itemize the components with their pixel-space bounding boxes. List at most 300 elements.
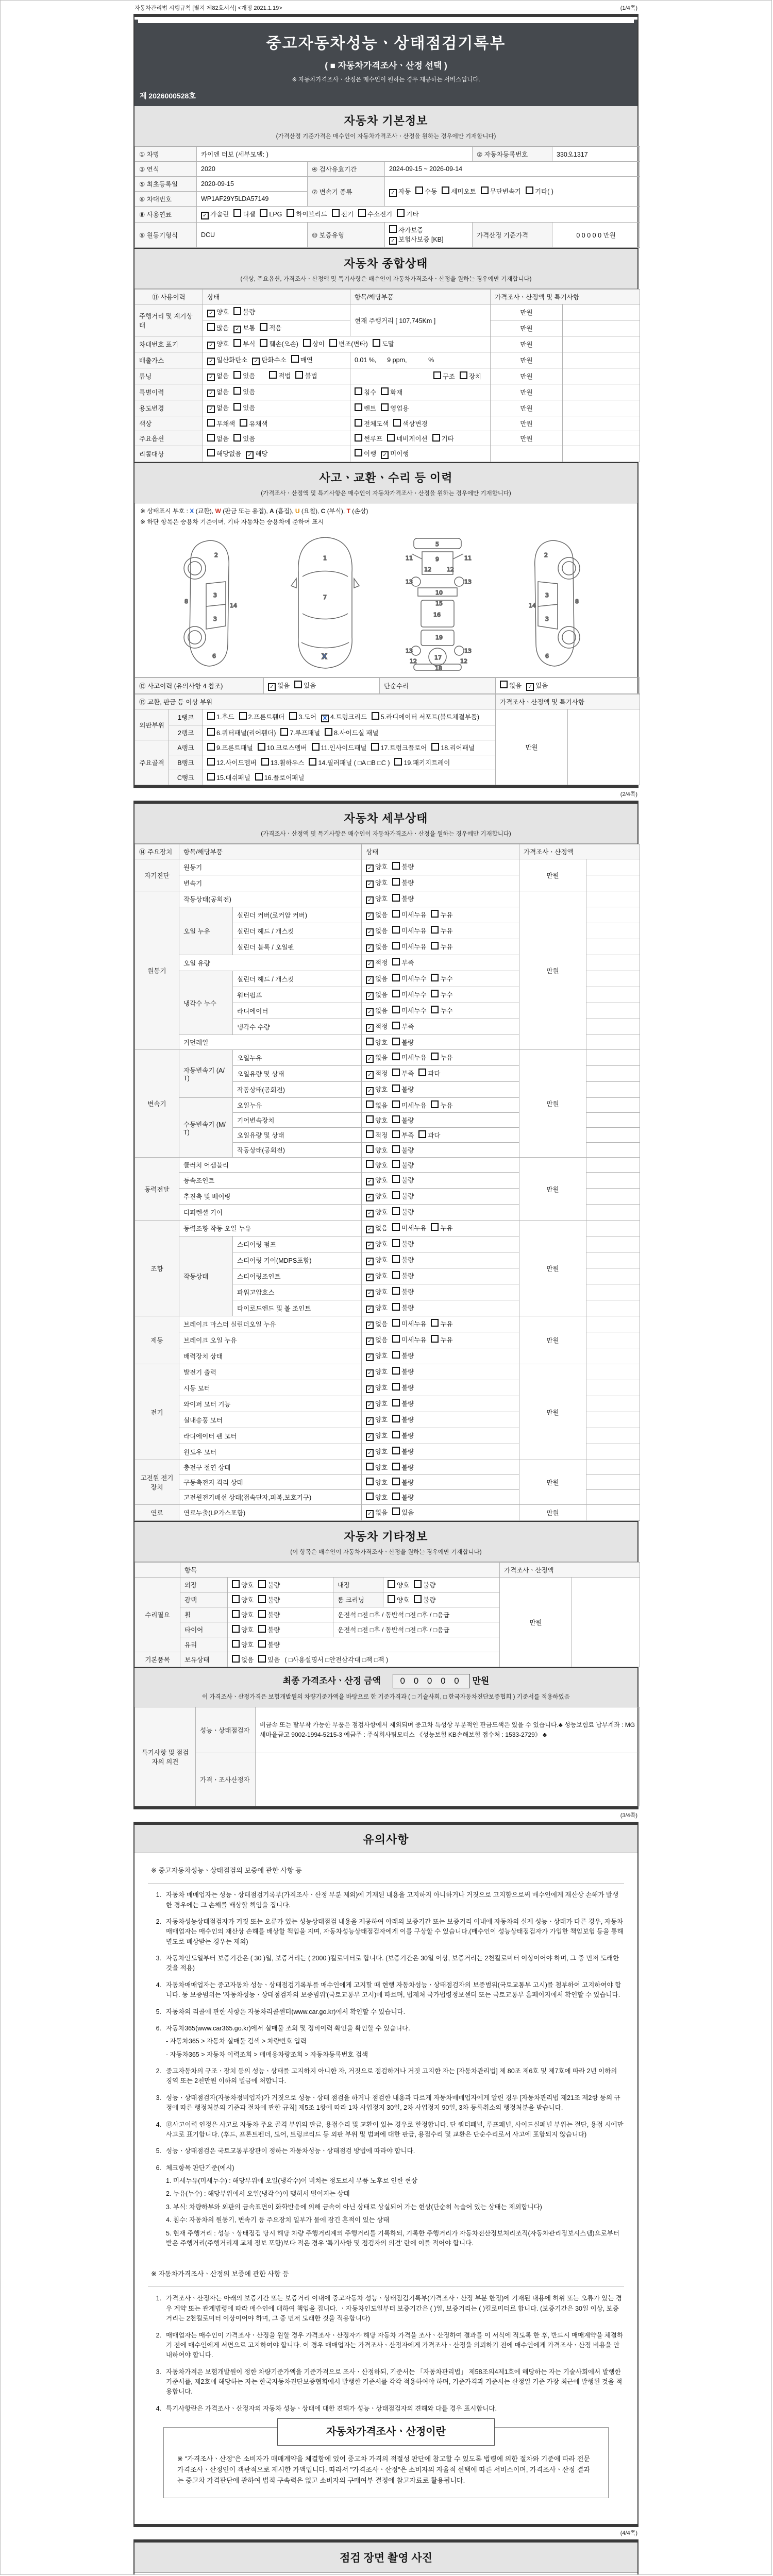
row-item: 오일누유: [233, 1050, 362, 1066]
row-status: ✓ 양호 불량: [362, 1082, 519, 1098]
etc-note-cell: [572, 1578, 640, 1667]
svg-text:6: 6: [212, 653, 216, 659]
warranty-options: 자가보증✓ 보험사보증 [KB]: [385, 223, 473, 248]
photos-title: 점검 장면 촬영 사진: [135, 2543, 637, 2573]
row-note: [586, 1019, 640, 1035]
usage-change-note: [563, 400, 640, 416]
note-item: [148, 1890, 624, 1910]
vin-mark-options: ✓ 양호 부식 훼손(오손) 상이 변조(변타) 도말: [203, 336, 491, 352]
polish-label: 광택: [180, 1592, 228, 1607]
tuning-note: [563, 368, 640, 384]
final-price-label: 최종 가격조사ㆍ산정 금액: [282, 1676, 381, 1686]
note-number: 3.: [156, 2368, 161, 2376]
note-text: 자동차인도일부터 보증기간은 ( 30 )일, 보증거리는 ( 2000 )킬로미터로 합니다. (보증기간은 30일 이상, 보증거리는 2천킬로미터 이상이어야 하며, 그 중 먼저 도래한 것을 적용): [166, 1955, 619, 1972]
note-item: [148, 2367, 624, 2397]
price-definition-box: [163, 2427, 609, 2498]
vin-value: WP1AF29Y5LDA57149: [197, 192, 308, 207]
page-3: [133, 1822, 638, 2527]
note-text: 자동차 매매업자는 성능ㆍ상태점검기록부(가격조사ㆍ산정 부분 제외)에 기재된 내용을 고지하지 아니하거나 거짓으로 고지함으로써 매수인에게 재산상 손해가 발생한 경우에는 그 손해를 배상할 책임을 집니다.: [166, 1891, 619, 1909]
page-number-4: (4/4쪽): [620, 2530, 637, 2536]
room-cleaning-options: 양호 불량: [383, 1592, 500, 1607]
year-value: 2020: [197, 162, 308, 177]
exchange-table: [135, 694, 640, 785]
repair-needed-label: 수리필요: [135, 1578, 180, 1652]
row-item: 충전구 절연 상태: [179, 1460, 362, 1475]
vin-mark-label: 차대번호 표기: [135, 336, 203, 352]
row-status: ✓ 양호 불량: [362, 1380, 519, 1396]
group-steering: 조향: [135, 1221, 179, 1316]
price-definition-title: 자동차가격조사ㆍ산정이란: [277, 2418, 495, 2446]
row-status: ✓ 없음 미세누유 누유: [362, 939, 519, 955]
code-t: T: [346, 507, 350, 515]
note-number: 2.: [156, 1918, 161, 1925]
row-item: 오일누유: [233, 1098, 362, 1113]
row-note: [586, 1066, 640, 1082]
accident-header: [135, 462, 637, 503]
etc-header: [135, 1521, 637, 1562]
note-text: 성능ㆍ상태점검자(자동차정비업자)가 거짓으로 성능ㆍ상태 점검을 하거나 점검한 내용과 다르게 자동차매매업자에게 알린 경우 [자동차관리법 제21조 제2항 등의 규정에 따른 행정처분의 기준과 절차에 관한 규칙] 제5조 1항에 따라 1차 사업정지 30일, 2차 사업정지 90일, 3차 등록취소의 행정처분을 받습니다.: [166, 2094, 620, 2112]
main-frame-label: 주요골격: [135, 740, 169, 785]
row-note: [586, 1035, 640, 1050]
emission-label: 배출가스: [135, 352, 203, 368]
row-item: 오일유량 및 상태: [233, 1128, 362, 1143]
svg-text:18: 18: [435, 665, 442, 671]
engine-type-label: ⑨ 원동기형식: [135, 223, 197, 248]
row-status: 양호 불량: [362, 1490, 519, 1505]
exchange-label: ⑬ 교환, 판금 등 이상 부위: [135, 694, 496, 709]
row-status: ✓ 양호 불량: [362, 1236, 519, 1252]
note-text: 가격조사ㆍ산정자는 아래의 보증기간 또는 보증거리 이내에 중고자동차 성능ㆍ상태점검기록부(가격조사ㆍ산정 부분 한정)에 기재된 내용에 허위 또는 오류가 있는 경우 계약 또는 관계법령에 따라 매수인에 대하여 책임을 집니다. ㆍ자동차인도일부터 보증기간은 ( )일, 보증거리는 ( )킬로미터로 합니다. (보증기간은 30일 이상, 보증거리는 2천킬로미터 이상이어야 하며, 그 중 먼저 도래한 것을 적용합니다): [166, 2295, 622, 2323]
svg-text:9: 9: [435, 556, 439, 563]
recall-fulfill-options: 이행 ✓ 미이행: [350, 446, 491, 462]
rank2-label: 2랭크: [169, 725, 203, 740]
wheel-options: 양호 불량: [228, 1607, 333, 1622]
hold-state-options: [228, 1652, 500, 1667]
row-item: 시동 모터: [179, 1380, 362, 1396]
row-item: 변속기: [179, 875, 362, 891]
special-history-price: 만원: [491, 384, 563, 400]
row-note: [586, 1268, 640, 1284]
row-status: ✓ 양호 불량: [362, 1205, 519, 1221]
rankB-label: B랭크: [169, 755, 203, 770]
row-note: [586, 923, 640, 939]
sub-mt: 수동변속기 (M/T): [179, 1098, 233, 1158]
row-note: [586, 1364, 640, 1380]
glass-options: 양호 불량: [228, 1637, 500, 1652]
row-item: 스티어링 기어(MDPS포함): [233, 1252, 362, 1268]
row-item: 추진축 및 베어링: [179, 1189, 362, 1205]
mileage-amount-options: 많음 ✓ 보통 적음: [203, 320, 350, 336]
group-powertrain: 동력전달: [135, 1158, 179, 1221]
accident-history-options: ✓ 없음 있음: [264, 678, 380, 694]
main-options-note: [563, 431, 640, 446]
row-note: [586, 1444, 640, 1460]
mileage-price-2: 만원: [491, 320, 563, 336]
code-u-desc: (요철),: [299, 507, 321, 515]
note-item: [148, 2294, 624, 2324]
col-state: 상태: [203, 290, 350, 304]
svg-text:3: 3: [213, 616, 217, 622]
row-item: 클러치 어셈블리: [179, 1158, 362, 1173]
tire-positions: 운전석 □전 □후 / 동반석 □전 □후 / □응급: [333, 1622, 500, 1637]
note-number: 6.: [156, 2024, 161, 2032]
svg-text:7: 7: [323, 594, 327, 601]
row-item: 기어변속장치: [233, 1113, 362, 1128]
row-item: 실린더 헤드 / 개스킷: [233, 923, 362, 939]
group-brake: 제동: [135, 1316, 179, 1364]
row-note: [586, 1300, 640, 1316]
final-price-value: 0 0 0 0 0: [393, 1674, 470, 1688]
group-price: 만원: [519, 1316, 586, 1364]
row-status: ✓ 양호 불량: [362, 1412, 519, 1428]
row-note: [586, 1189, 640, 1205]
basic-info-table: [135, 146, 640, 248]
detail-table: [135, 844, 640, 1521]
note-item: [148, 2163, 624, 2249]
svg-text:13: 13: [464, 648, 472, 654]
svg-text:19: 19: [435, 634, 443, 641]
vehicle-diagram: [135, 529, 637, 677]
note-text: 특기사항란은 가격조사ㆍ산정자의 자동차 성능ㆍ상태에 대한 견해가 성능ㆍ상태점검자의 견해와 다를 경우 표시합니다.: [166, 2404, 497, 2412]
page-2: [133, 801, 638, 1809]
note-number: 1.: [156, 1891, 161, 1899]
svg-text:12: 12: [424, 566, 431, 573]
row-status: ✓ 양호 불량: [362, 859, 519, 875]
row-note: [586, 1098, 640, 1113]
row-item: 파워고압호스: [233, 1284, 362, 1300]
note-number: 3.: [156, 1955, 161, 1962]
etc-col-item: 항목: [180, 1563, 500, 1578]
form-meta-line: [133, 1, 638, 14]
group-price: 만원: [519, 1221, 586, 1316]
vin-label: ⑥ 차대번호: [135, 192, 197, 207]
row-status: 양호 불량: [362, 1475, 519, 1490]
row-note: [586, 1050, 640, 1066]
basic-info-header: [135, 106, 637, 146]
special-history-label: 특별이력: [135, 384, 203, 400]
row-status: 양호 불량: [362, 1143, 519, 1158]
etc-price: 만원: [500, 1578, 572, 1667]
code-t-desc: (손상): [350, 507, 368, 515]
tire-label: 타이어: [180, 1622, 228, 1637]
row-item: 타이로드엔드 및 볼 조인트: [233, 1300, 362, 1316]
row-note: [586, 971, 640, 987]
accident-history-table: [135, 677, 640, 694]
rankA-label: A랭크: [169, 740, 203, 755]
vin-mark-note: [563, 336, 640, 352]
note-number: 2.: [156, 2067, 161, 2075]
group-price: 만원: [519, 1158, 586, 1221]
basic-items-label: 기본품목: [135, 1652, 180, 1667]
row-status: ✓ 없음 미세누수 누수: [362, 1003, 519, 1019]
col-item: 항목/해당부품: [350, 290, 491, 304]
notes-list-1: [148, 1890, 624, 2060]
rankB-items: 12.사이드멤버 13.휠하우스 14.필러패널 ( □A □B □C ) 19.패키지트레이: [203, 755, 496, 770]
row-status: ✓ 양호 불량: [362, 1284, 519, 1300]
exchange-price-header: 가격조사ㆍ산정액 및 특기사항: [496, 694, 640, 709]
row-status: ✓ 양호 불량: [362, 1444, 519, 1460]
row-note: [586, 1396, 640, 1412]
legend-prefix: ※ 상태표시 부호 :: [140, 507, 190, 515]
svg-text:17: 17: [434, 654, 442, 661]
svg-text:11: 11: [406, 555, 413, 562]
row-item: 스티어링 펌프: [233, 1236, 362, 1252]
tuning-options: [203, 368, 350, 384]
group-price: 만원: [519, 891, 586, 1050]
col-price: 가격조사ㆍ산정액 및 특기사항: [491, 290, 640, 304]
row-item: 배력장치 상태: [179, 1348, 362, 1364]
row-item: 스티어링조인트: [233, 1268, 362, 1284]
note-text: 중고자동차의 구조ㆍ장치 등의 성능ㆍ상태를 고지하지 아니한 자, 거짓으로 점검하거나 거짓 고지한 자는 [자동차관리법] 제 80조 제6호 및 제7호에 따라 2년 이하의 징역 또는 2천만원 이하의 벌금에 처합니다.: [166, 2067, 617, 2085]
row-status: 양호 불량: [362, 1035, 519, 1050]
year-label: ③ 연식: [135, 162, 197, 177]
row-note: [586, 939, 640, 955]
emission-values: 0.01 %, 9 ppm, %: [350, 352, 491, 368]
row-status: ✓ 없음 미세누수 누수: [362, 971, 519, 987]
code-w: W: [215, 507, 221, 515]
color-change-options: 전체도색 색상변경: [350, 416, 491, 431]
row-note: [586, 1332, 640, 1348]
notes-header: [135, 1825, 637, 1853]
row-status: ✓ 없음 미세누유 누유: [362, 1050, 519, 1066]
main-options-kind: 썬루프 네비게이션 기타: [350, 431, 491, 446]
wheel-label: 휠: [180, 1607, 228, 1622]
sub-oil-leak: 오일 누유: [179, 907, 233, 955]
interior-label: 내장: [333, 1578, 383, 1592]
row-status: ✓ 없음 미세누유 누유: [362, 1316, 519, 1332]
row-status: ✓ 없음 있음: [362, 1505, 519, 1521]
etc-col-blank: [135, 1563, 180, 1578]
note-number: 3.: [156, 2094, 161, 2102]
row-item: 연료누출(LP가스포함): [179, 1505, 362, 1521]
exchange-note: [568, 709, 640, 785]
etc-col-price: 가격조사ㆍ산정액: [500, 1563, 640, 1578]
detail-col-state: 상태: [362, 844, 519, 859]
main-options-exist: 없음 있음: [203, 431, 350, 446]
code-c: C: [321, 507, 326, 515]
page-1: [133, 14, 638, 788]
car-name-label: ① 차명: [135, 147, 197, 162]
mileage-label: 주행거리 및 계기상태: [135, 304, 203, 336]
svg-text:2: 2: [544, 552, 548, 558]
note-number: 4.: [156, 2121, 161, 2128]
row-status: ✓ 양호 불량: [362, 1396, 519, 1412]
transmission-options: ✓ 자동 수동 세미오토 무단변속기 기타( ): [385, 177, 640, 207]
recall-price: [491, 446, 563, 462]
svg-text:3: 3: [545, 616, 549, 622]
row-item: 오일 유량: [179, 955, 362, 971]
notes-section2-header: ※ 자동차가격조사ㆍ산정의 보증에 관한 사항 등: [148, 2262, 624, 2287]
row-note: [586, 1082, 640, 1098]
svg-text:1: 1: [323, 555, 327, 562]
code-u: U: [295, 507, 300, 515]
mileage-state-options: ✓ 양호 불량: [203, 304, 350, 320]
accident-note: (가격조사ㆍ산정액 및 특기사항은 매수인이 자동차가격조사ㆍ산정을 원하는 경우에만 기재합니다): [261, 490, 511, 497]
row-status: 없음 미세누유 누유: [362, 1098, 519, 1113]
group-selfdiag: 자기진단: [135, 859, 179, 891]
mileage-value: 현재 주행거리 [ 107,745Km ]: [350, 304, 491, 336]
special-history-kind-options: 침수 화재: [350, 384, 491, 400]
page-4: [133, 2539, 638, 2575]
note-item: [148, 2093, 624, 2113]
inspector-label: 성능ㆍ상태점검자: [196, 1707, 256, 1753]
row-note: [586, 859, 640, 875]
inspector-remarks: 비금속 또는 탈부착 가능한 부품은 점검사항에서 제외되며 중고차 특성상 부분적인 판금도색은 있을 수 있습니다.♣ 성능보험료 납부계좌 : MG새마을금고 9002-1994-5215-3 예금주 : 주식회사팀모터스 《성능보험 KB손해보험 접수처 : 1533-2729》 ♣: [256, 1707, 640, 1753]
notes-section1-header: ※ 중고자동차성능ㆍ상태점검의 보증에 관한 사항 등: [148, 1858, 624, 1884]
row-item: 동력조향 작동 오일 누유: [179, 1221, 362, 1236]
svg-text:12: 12: [447, 566, 454, 573]
row-status: ✓ 적정 부족: [362, 1019, 519, 1035]
main-options-price: 만원: [491, 431, 563, 446]
note-item: [148, 1917, 624, 1947]
row-item: 실린더 커버(로커암 커버): [233, 907, 362, 923]
row-status: ✓ 없음 미세누유 누유: [362, 907, 519, 923]
hold-options: 없음 있음: [232, 1656, 284, 1664]
tuning-price: 만원: [491, 368, 563, 384]
page-number-3: (3/4쪽): [620, 1812, 637, 1819]
row-note: [586, 907, 640, 923]
detail-header: [135, 804, 637, 844]
row-item: 원동기: [179, 859, 362, 875]
tuning-legal-options: 적법 불법: [269, 372, 322, 380]
row-note: [586, 1113, 640, 1128]
note-text: 자동차365(www.car365.go.kr)에서 실매물 조회 및 정비이력 확인을 확인할 수 있습니다. - 자동차365 > 자동차 실매물 검색 > 차량번호 입력 - 자동차365 > 자동차 이력조회 > 매매용차량조회 > 자동차등록번호 검색: [166, 2024, 410, 2058]
usage-change-options: ✓ 없음 있음: [203, 400, 350, 416]
overall-header: [135, 248, 637, 289]
fuel-label: ⑧ 사용연료: [135, 207, 197, 223]
inspection-report: [133, 1, 638, 2575]
group-price: 만원: [519, 1050, 586, 1158]
group-price: 만원: [519, 1505, 586, 1521]
interior-options: 양호 불량: [383, 1578, 500, 1592]
sub-operation: 작동상태: [179, 1236, 233, 1316]
detail-note: (가격조사ㆍ산정액 및 특기사항은 매수인이 자동차가격조사ㆍ산정을 원하는 경우에만 기재합니다): [261, 831, 511, 837]
row-status: ✓ 양호 불량: [362, 1364, 519, 1380]
hold-extra: ( □사용설명서 □안전삼각대 □잭 □잭 ): [284, 1656, 389, 1664]
code-a: A: [270, 507, 274, 515]
vehicle-diagram-svg: [149, 534, 623, 671]
row-note: [586, 1412, 640, 1428]
note-item: [148, 2066, 624, 2087]
row-note: [586, 1158, 640, 1173]
simple-repair-options: 없음 ✓ 있음: [496, 678, 640, 694]
row-note: [586, 1128, 640, 1143]
final-price-unit: 만원: [472, 1676, 490, 1686]
rank1-label: 1랭크: [169, 709, 203, 725]
usage-change-price: 만원: [491, 400, 563, 416]
detail-col-item: 항목/해당부품: [179, 844, 362, 859]
warranty-label: ⑩ 보증유형: [308, 223, 385, 248]
row-note: [586, 1173, 640, 1189]
row-note: [586, 1205, 640, 1221]
row-status: ✓ 양호 불량: [362, 1300, 519, 1316]
color-options: 무채색 유채색: [203, 416, 350, 431]
rankC-label: C랭크: [169, 770, 203, 785]
row-note: [586, 955, 640, 971]
note-item: [148, 2404, 624, 2414]
notes-list-2: [148, 2066, 624, 2248]
tuning-exist-options: ✓ 없음 있음: [207, 372, 260, 380]
exterior-options: 양호 불량: [228, 1578, 333, 1592]
row-item: 등속조인트: [179, 1173, 362, 1189]
svg-text:5: 5: [435, 541, 439, 548]
note-text: 체크항목 판단기준(예시) 1. 미세누유(미세누수) : 해당부위에 오일(냉각수)이 비치는 정도로서 부품 노후로 인한 현상 2. 누유(누수) : 해당부위에서 오일(냉각수)이 맺혀서 떨어지는 상태 3. 부식: 차량하부와 외판의 금속표면이 화학반응에 의해 금속이 아닌 상태로 상실되어 가는 현상(단순히 녹슬어 있는 상태는 제외합니다) 4. 침수: 자동차의 원동기, 변속기 등 주요장치 일부가 물에 잠긴 흔적이 있는 상태 5. 현재 주행거리 : 성능ㆍ상태점검 당시 해당 차량 주행거리계의 주행거리를 기록하되, 기록한 주행거리가 자동차전산정보처리조직(자동차관리정보시스템)으로부터 받은 주행거리(주행거리계 교체 정보 포함)보다 적은 경우 '특기사항 및 점검자의 의견' 란에 이를 적어야 합니다.: [166, 2164, 619, 2247]
row-status: ✓ 없음 미세누유 누유: [362, 923, 519, 939]
color-label: 색상: [135, 416, 203, 431]
transmission-label: ⑦ 변속기 종류: [308, 177, 385, 207]
recall-options: 해당없음 ✓ 해당: [203, 446, 350, 462]
etc-table: [135, 1562, 640, 1667]
group-fuel: 연료: [135, 1505, 179, 1521]
etc-note: (이 항목은 매수인이 자동차가격조사ㆍ산정을 원하는 경우에만 기재합니다): [290, 1549, 482, 1555]
row-item: 브레이크 오일 누유: [179, 1332, 362, 1348]
color-note: [563, 416, 640, 431]
wheel-positions: 운전석 □전 □후 / 동반석 □전 □후 / □응급: [333, 1607, 500, 1622]
svg-text:2: 2: [214, 552, 218, 558]
basic-info-title: 자동차 기본정보: [344, 114, 428, 127]
row-item: 작동상태(공회전): [233, 1143, 362, 1158]
usage-change-kind-options: 렌트 영업용: [350, 400, 491, 416]
page-number-1: (1/4쪽): [620, 5, 637, 11]
group-transmission: 변속기: [135, 1050, 179, 1158]
accident-history-label: ⑫ 사고이력 (유의사항 4 참조): [135, 678, 264, 694]
detail-col-device: ⑭ 주요장치: [135, 844, 179, 859]
appraiser-label: 가격ㆍ조사산정자: [196, 1753, 256, 1806]
note-text: 자동차매매업자는 중고자동차 성능ㆍ상태점검기록부를 매수인에게 고지할 때 현행 자동차성능ㆍ상태점검자의 보증범위(국토교통부 고시)를 첨부하여 고지하여야 합니다. 동 보증범위는 '자동차성능ㆍ상태점검자의 보증범위'(국토교통부 고시)에 따르며, 법제처 국가법령정보센터 또는 국토교통부 홈페이지에서 확인할 수 있습니다.: [166, 1981, 621, 1999]
note-text: 자동차성능상태점검자가 거짓 또는 오류가 있는 성능상태점검 내용을 제공하여 아래의 보증기간 또는 보증거리 이내에 자동차의 실제 성능ㆍ상태가 다른 경우, 자동차매매업자는 매수인의 재산상 손해를 배상할 책임을 지며, 자동차성능상태점검자에게 이를 구상할 수 있습니다.(매수인이 성능상태점검자가 가입한 책임보험 등을 통해 별도로 배상받는 경우는 제외): [166, 1918, 624, 1945]
reg-no-value: 330오1317: [552, 147, 640, 162]
document-number: 제 2026000528호: [140, 92, 196, 100]
overall-table: [135, 289, 640, 462]
notes-body: [135, 1853, 637, 2524]
row-note: [586, 891, 640, 907]
note-number: 5.: [156, 2147, 161, 2155]
note-number: 1.: [156, 2295, 161, 2302]
note-item: [148, 1954, 624, 1974]
svg-text:14: 14: [529, 602, 536, 609]
special-history-options: ✓ 없음 있음: [203, 384, 350, 400]
exchange-price: 만원: [496, 709, 568, 785]
note-item: [148, 2024, 624, 2060]
tuning-label: 튜닝: [135, 368, 203, 384]
rankC-items: 15.대쉬패널 16.플로어패널: [203, 770, 496, 785]
row-status: 적정 부족 과다: [362, 1128, 519, 1143]
appraiser-remarks: [256, 1753, 640, 1806]
polish-options: 양호 불량: [228, 1592, 333, 1607]
engine-type-value: DCU: [197, 223, 308, 248]
price-definition-body: ※ "가격조사ㆍ산정"은 소비자가 매매계약을 체결함에 있어 중고차 가격의 적절성 판단에 참고할 수 있도록 법령에 의한 절차와 기준에 따라 전문 가격조사ㆍ산정인이 객관적으로 제시한 가액입니다. 따라서 "가격조사ㆍ산정"은 소비자의 자율적 선택에 따른 서비스이며, 가격조사ㆍ산정 결과는 중고차 가격판단에 관하여 법적 구속력은 없고 소비자의 구매여부 결정에 참고자료로 활용됩니다.: [177, 2455, 590, 2484]
row-note: [586, 1252, 640, 1268]
row-item: 라디에이터 팬 모터: [179, 1428, 362, 1444]
reg-no-label: ② 자동차등록번호: [473, 147, 552, 162]
rankA-items: 9.프론트패널 10.크로스멤버 11.인사이드패널 17.트렁크플로어 18.리어패널: [203, 740, 496, 755]
sub-at: 자동변속기 (A/T): [179, 1050, 233, 1098]
note-text: 자동차가격은 보험개발원이 정한 차량기준가액을 기준가격으로 조사ㆍ산정하되, 기준서는 「자동차관리법」 제58조의4제1호에 해당하는 자는 기술사회에서 발행한 기준서를, 제2호에 해당하는 자는 한국자동차진단보증협회에서 발행한 기준서를 각각 적용하여야 하며, 기준가격과 기준서는 산정일 기준 가장 최근에 발행된 것을 적용합니다.: [166, 2368, 623, 2396]
group-price: 만원: [519, 859, 586, 891]
code-c-desc: (부식),: [325, 507, 347, 515]
remarks-label: 특기사항 및 점검자의 의견: [135, 1707, 196, 1806]
col-usage-history: ⑪ 사용이력: [135, 290, 203, 304]
tire-options: 양호 불량: [228, 1622, 333, 1637]
row-item: 실내송풍 모터: [179, 1412, 362, 1428]
row-status: 양호 불량: [362, 1113, 519, 1128]
basic-info-note: (가격산정 기준가격은 매수인이 자동차가격조사ㆍ산정을 원하는 경우에만 기재합니다): [276, 133, 496, 140]
note-text: 매매업자는 매수인이 가격조사ㆍ산정을 원할 경우 가격조사ㆍ산정자가 해당 자동차 가격을 조사ㆍ산정하여 결과를 이 서식에 적도록 한 후, 반드시 매매계약을 체결하기 전에 매수인에게 서면으로 고지하여야 합니다. 이 경우 매매업자는 가격조사ㆍ산정자에게 가격조사ㆍ산정을 의뢰하기 전에 매수인에게 가격조사ㆍ산정 비용을 안내하여야 합니다.: [166, 2331, 624, 2359]
row-note: [586, 1490, 640, 1505]
damage-mark-x: X: [322, 653, 327, 661]
notes-title: 유의사항: [363, 1833, 409, 1846]
page-number-2: (2/4쪽): [620, 791, 637, 798]
